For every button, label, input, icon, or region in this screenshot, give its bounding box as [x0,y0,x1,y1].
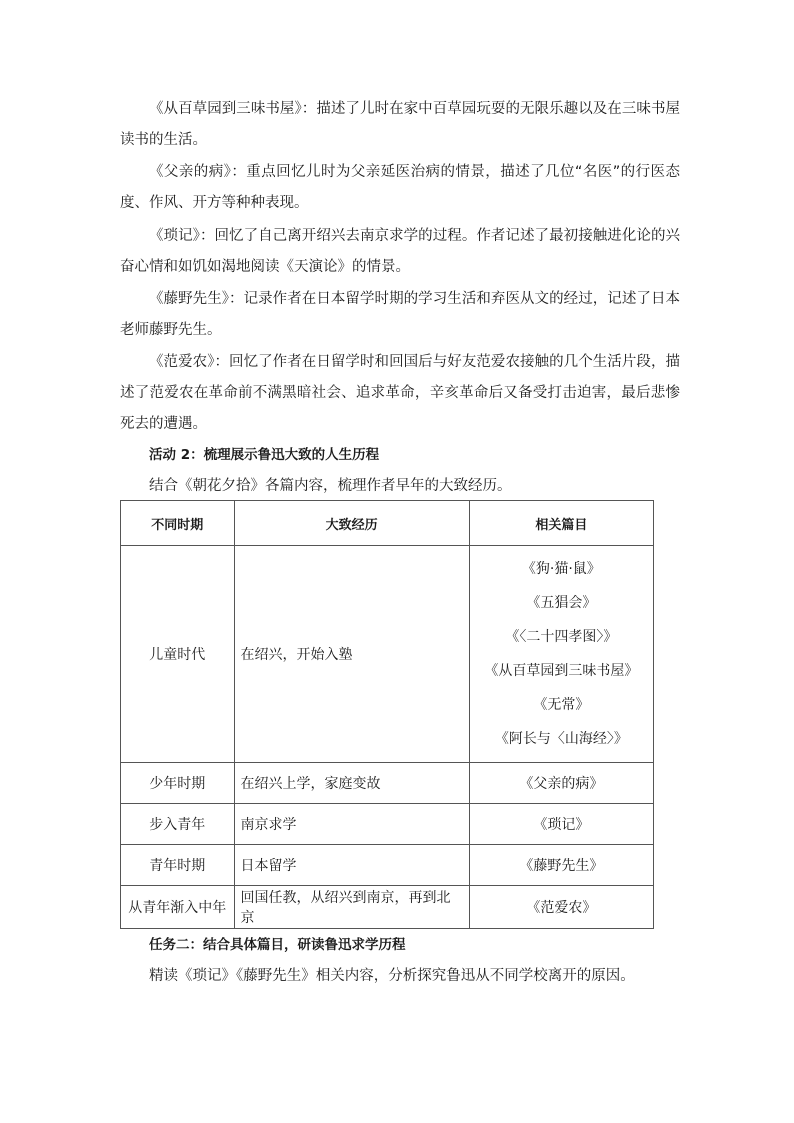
works-cell: 《琐记》 [469,804,653,845]
activity-heading: 活动 2：梳理展示鲁迅大致的人生历程 [149,447,380,463]
works-cell: 《范爱农》 [469,886,653,929]
header-works: 相关篇目 [469,501,653,546]
paragraph-tengye: 《藤野先生》：记录作者在日本留学时期的学习生活和弃医从文的经过，记述了日本老师藤野先生。 [120,291,680,338]
experience-cell: 日本留学 [234,845,469,886]
paragraph-fuqin: 《父亲的病》：重点回忆儿时为父亲延医治病的情景，描述了几位“名医”的行医态度、作风、开方等种种表现。 [120,164,680,211]
work-title: 《从百草园到三味书屋》 [484,663,639,679]
activity-instruction: 结合《朝花夕拾》各篇内容，梳理作者早年的大致经历。 [149,478,512,494]
table-row [121,763,654,804]
work-title: 《狗·猫·鼠》 [521,561,601,577]
task2-instruction: 精读《琐记》《藤野先生》相关内容，分析探究鲁迅从不同学校离开的原因。 [149,968,635,984]
work-title: 《阿长与〈山海经〉》 [494,731,628,747]
table-row [121,845,654,886]
table-row [121,546,654,763]
experience-cell: 在绍兴，开始入塾 [234,546,469,763]
work-title: 《无常》 [533,697,590,713]
works-cell: 《藤野先生》 [469,845,653,886]
works-cell [469,546,653,763]
period-cell: 少年时期 [121,763,235,804]
experience-cell: 在绍兴上学，家庭变故 [234,763,469,804]
work-title: 《〈二十四孝图〉》 [505,629,618,645]
table-row [121,804,654,845]
period-cell: 步入青年 [121,804,235,845]
header-experience: 大致经历 [234,501,469,546]
work-title: 《五猖会》 [526,595,597,611]
period-cell: 从青年渐入中年 [121,886,235,929]
period-cell: 青年时期 [121,845,235,886]
experience-cell: 回国任教，从绍兴到南京，再到北京 [234,886,469,929]
paragraph-suoji: 《琐记》：回忆了自己离开绍兴去南京求学的过程。作者记述了最初接触进化论的兴奋心情和如饥如渴地阅读《天演论》的情景。 [120,228,680,275]
paragraph-fanainong: 《范爱农》：回忆了作者在日留学时和回国后与好友范爱农接触的几个生活片段，描述了范爱农在革命前不满黑暗社会、追求革命，辛亥革命后又备受打击迫害，最后悲惨死去的遭遇。 [120,354,680,432]
header-period: 不同时期 [121,501,235,546]
paragraph-baicaoyuan: 《从百草园到三味书屋》：描述了儿时在家中百草园玩耍的无限乐趣以及在三味书屋读书的生活。 [120,101,680,148]
experience-cell: 南京求学 [234,804,469,845]
table-row [121,886,654,929]
life-history-table [120,500,654,929]
period-cell: 儿童时代 [121,546,235,763]
table-header-row [121,501,654,546]
works-cell: 《父亲的病》 [469,763,653,804]
task2-heading: 任务二：结合具体篇目，研读鲁迅求学历程 [149,937,406,953]
